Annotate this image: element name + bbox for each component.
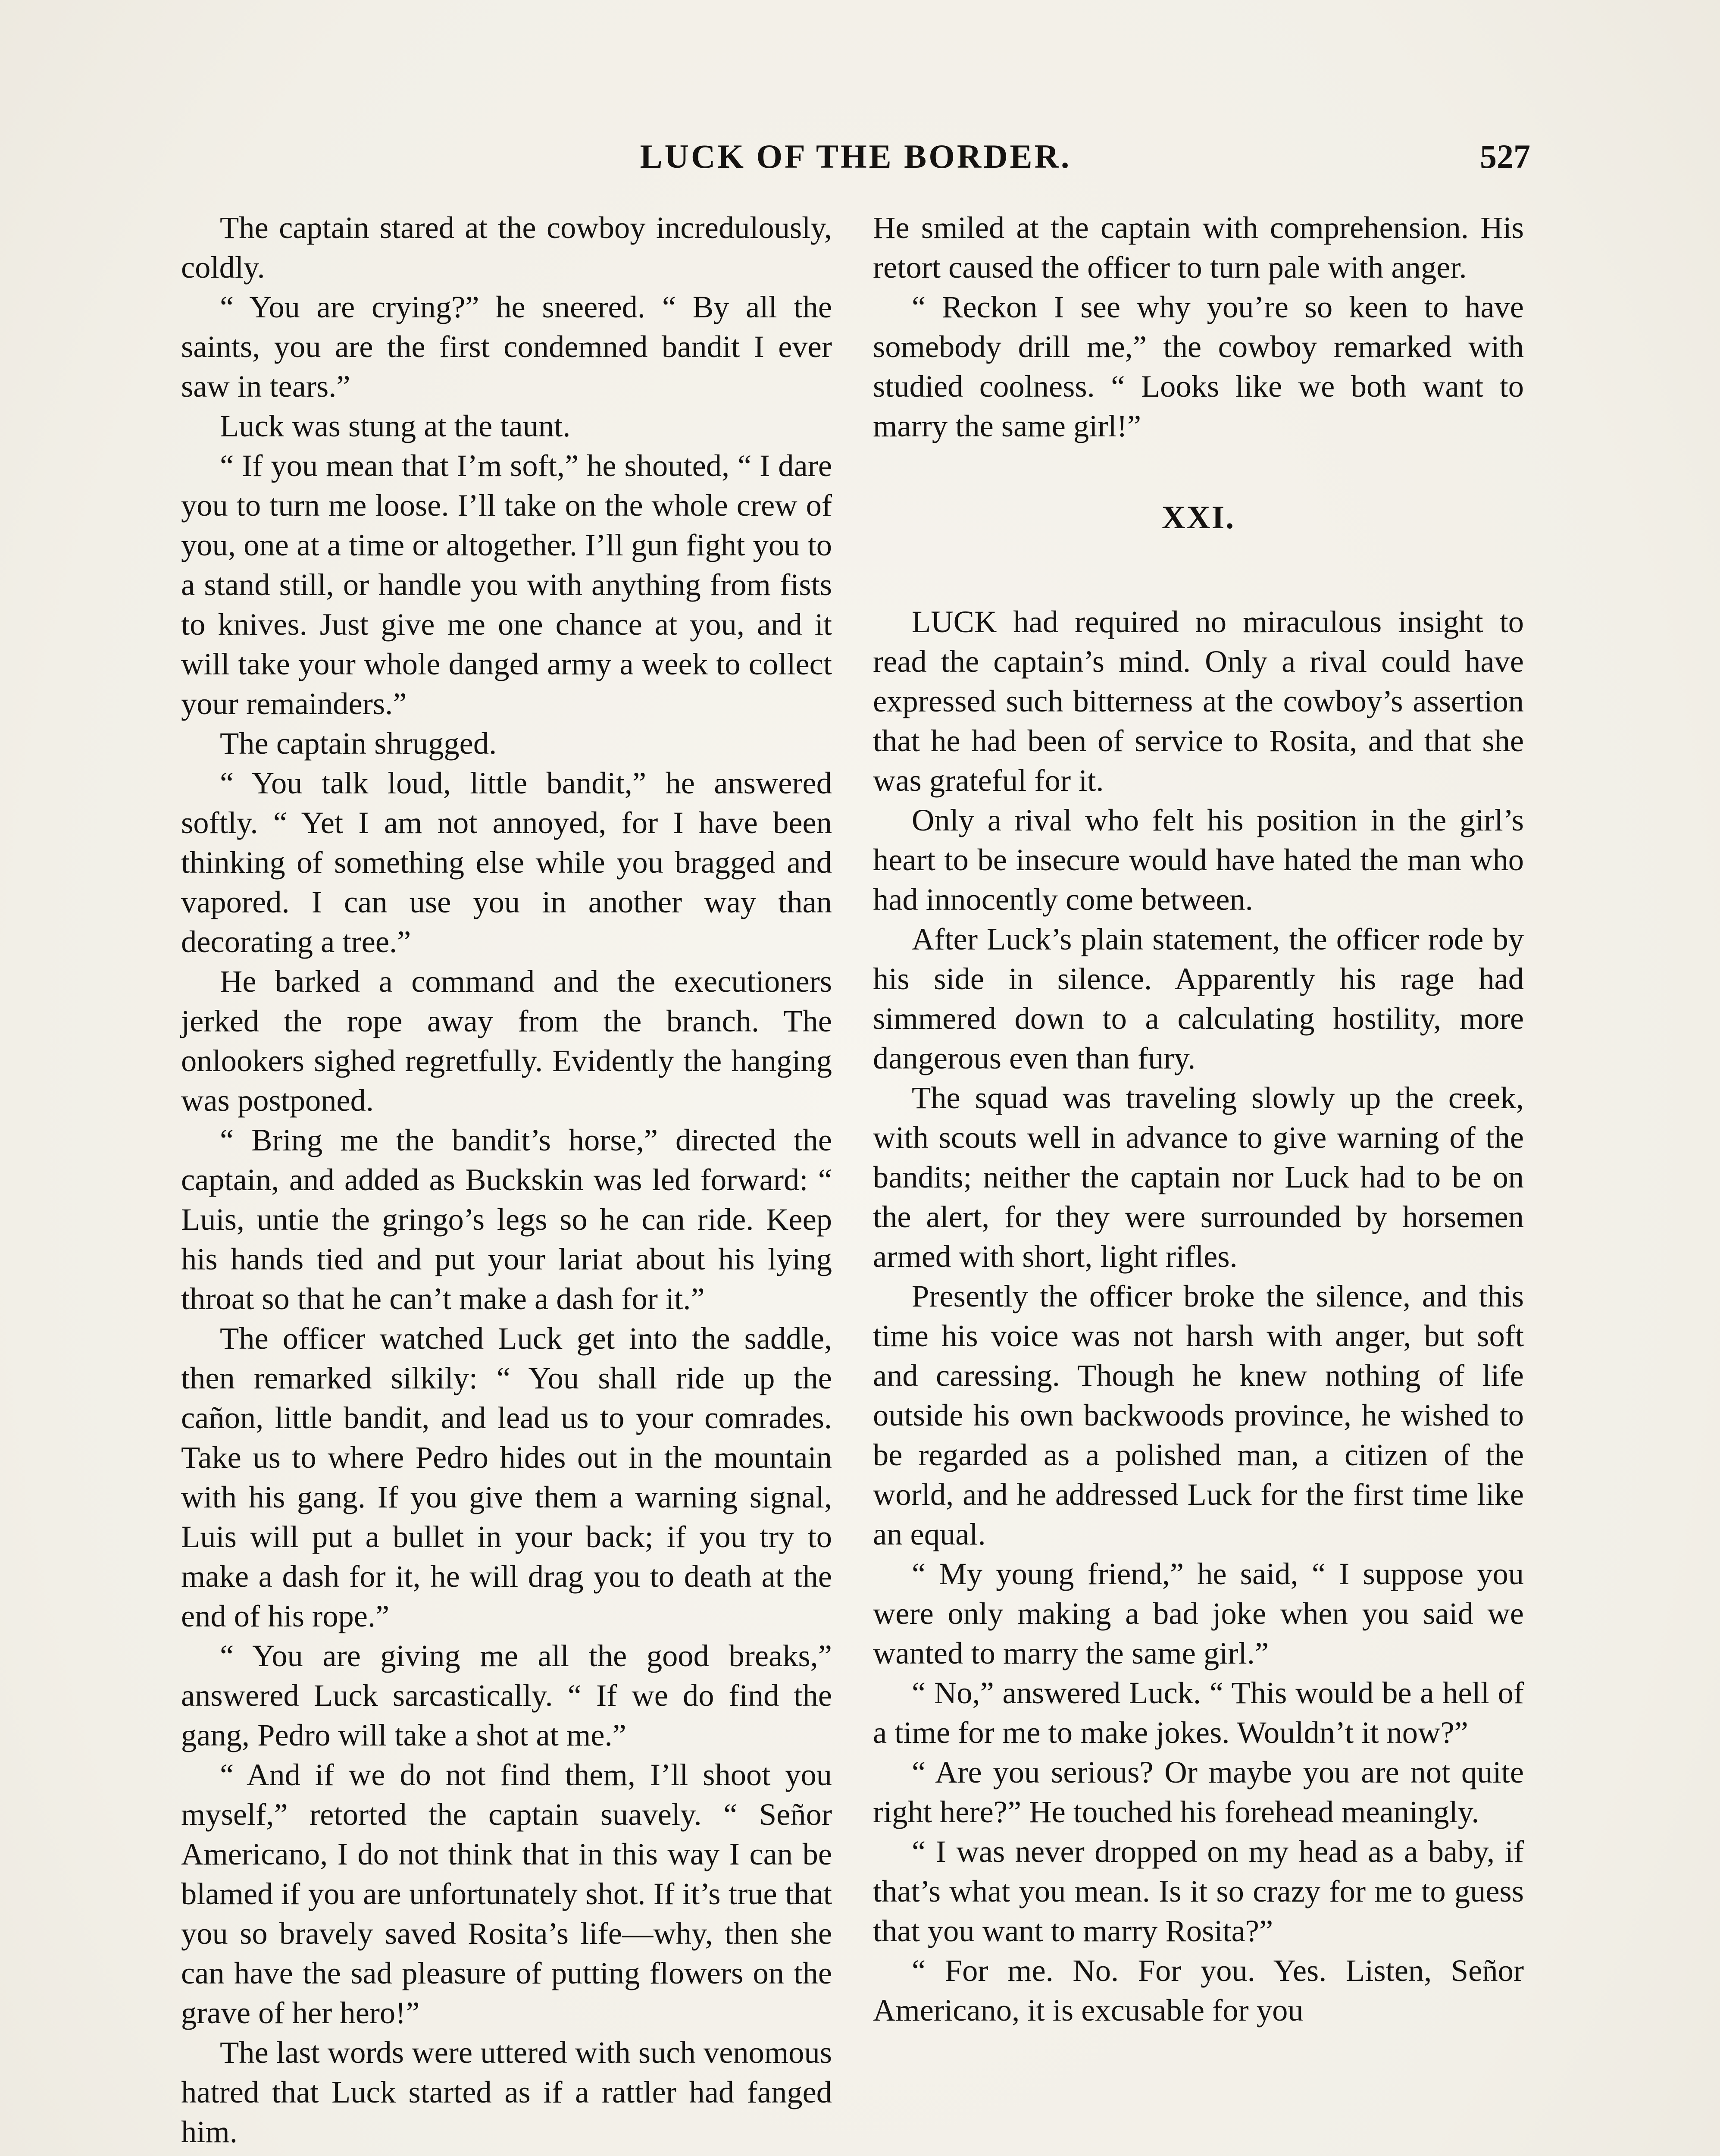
paragraph: “ No,” answered Luck. “ This would be a hell of a time for me to make jokes. Wouldn’t it now?” xyxy=(873,1675,1524,1750)
page-number: 527 xyxy=(1480,138,1530,175)
paragraph: “ You are crying?” he sneered. “ By all the saints, you are the first condemned bandit I ever saw in tears.” xyxy=(181,289,832,404)
paragraph: The captain shrugged. xyxy=(220,726,497,761)
left-column xyxy=(181,208,832,2152)
paragraph: Luck was stung at the taunt. xyxy=(220,408,571,443)
paragraph: After Luck’s plain statement, the officer rode by his side in silence. Apparently his rage had simmered down to a calculating hostility, more dangerous even than fury. xyxy=(873,921,1524,1075)
paragraph: “ You are giving me all the good breaks,” answered Luck sarcastically. “ If we do find the gang, Pedro will take a shot at me.” xyxy=(181,1638,832,1752)
paragraph: He smiled at the captain with comprehension. His retort caused the officer to turn pale with anger. xyxy=(873,210,1524,285)
paragraph: “ My young friend,” he said, “ I suppose you were only making a bad joke when you said we wanted to marry the same girl.” xyxy=(873,1556,1524,1670)
paragraph: “ If you mean that I’m soft,” he shouted, “ I dare you to turn me loose. I’ll take on the whole crew of you, one at a time or altogether. I’ll gun fight you to a stand still, or handle you with anything from fists to knives. Just give me one chance at you, and it will take your whole danged army a week to collect your remainders.” xyxy=(181,448,832,721)
paragraph: He barked a command and the executioners jerked the rope away from the branch. The onlookers sighed regretfully. Evidently the hanging was postponed. xyxy=(181,964,832,1118)
paragraph: “ Are you serious? Or maybe you are not quite right here?” He touched his forehead meaningly. xyxy=(873,1755,1524,1829)
paragraph: Only a rival who felt his position in the girl’s heart to be insecure would have hated the man who had innocently come between. xyxy=(873,802,1524,917)
paragraph: Presently the officer broke the silence, and this time his voice was not harsh with anger, but soft and caressing. Though he knew nothing of life outside his own backwoods province, he wished to be regarded as a polished man, a citizen of the world, and he addressed Luck for the first time like an equal. xyxy=(873,1279,1524,1551)
paragraph: The last words were uttered with such venomous hatred that Luck started as if a rattler had fanged him. xyxy=(181,2035,832,2149)
paragraph: “ For me. No. For you. Yes. Listen, Señor Americano, it is excusable for you xyxy=(873,1953,1524,2028)
paragraph: “ Reckon I see why you’re so keen to have somebody drill me,” the cowboy remarked with studied coolness. “ Looks like we both want to marry the same girl!” xyxy=(873,289,1524,443)
paragraph: “ Bring me the bandit’s horse,” directed the captain, and added as Buckskin was led forward: “ Luis, untie the gringo’s legs so he can ride. Keep his hands tied and put your lariat about his lying throat so that he can’t make a dash for it.” xyxy=(181,1122,832,1316)
right-column xyxy=(873,208,1524,2030)
running-title: LUCK OF THE BORDER. xyxy=(640,138,1072,175)
chapter-heading: XXI. xyxy=(1161,499,1235,536)
paragraph: LUCK had required no miraculous insight to read the captain’s mind. Only a rival could have expressed such bitterness at the cowboy’s assertion that he had been of service to Rosita, and that she was grateful for it. xyxy=(873,604,1524,798)
paragraph: The captain stared at the cowboy incredulously, coldly. xyxy=(181,210,832,285)
paragraph: “ You talk loud, little bandit,” he answered softly. “ Yet I am not annoyed, for I have been thinking of something else while you bragged and vapored. I can use you in another way than decorating a tree.” xyxy=(181,765,832,959)
paragraph: The squad was traveling slowly up the creek, with scouts well in advance to give warning of the bandits; neither the captain nor Luck had to be on the alert, for they were surrounded by horsemen armed with short, light rifles. xyxy=(873,1080,1524,1274)
paragraph: “ I was never dropped on my head as a baby, if that’s what you mean. Is it so crazy for me to guess that you want to marry Rosita?” xyxy=(873,1834,1524,1948)
paragraph: The officer watched Luck get into the saddle, then remarked silkily: “ You shall ride up the cañon, little bandit, and lead us to your comrades. Take us to where Pedro hides out in the mountain with his gang. If you give them a warning signal, Luis will put a bullet in your back; if you try to make a dash for it, he will drag you to death at the end of his rope.” xyxy=(181,1321,832,1633)
paragraph: “ And if we do not find them, I’ll shoot you myself,” retorted the captain suavely. “ Señor Americano, I do not think that in this way I can be blamed if you are unfortunately shot. If it’s true that you so bravely saved Rosita’s life—why, then she can have the sad pleasure of putting flowers on the grave of her hero!” xyxy=(181,1757,832,2030)
running-head xyxy=(181,137,1530,180)
